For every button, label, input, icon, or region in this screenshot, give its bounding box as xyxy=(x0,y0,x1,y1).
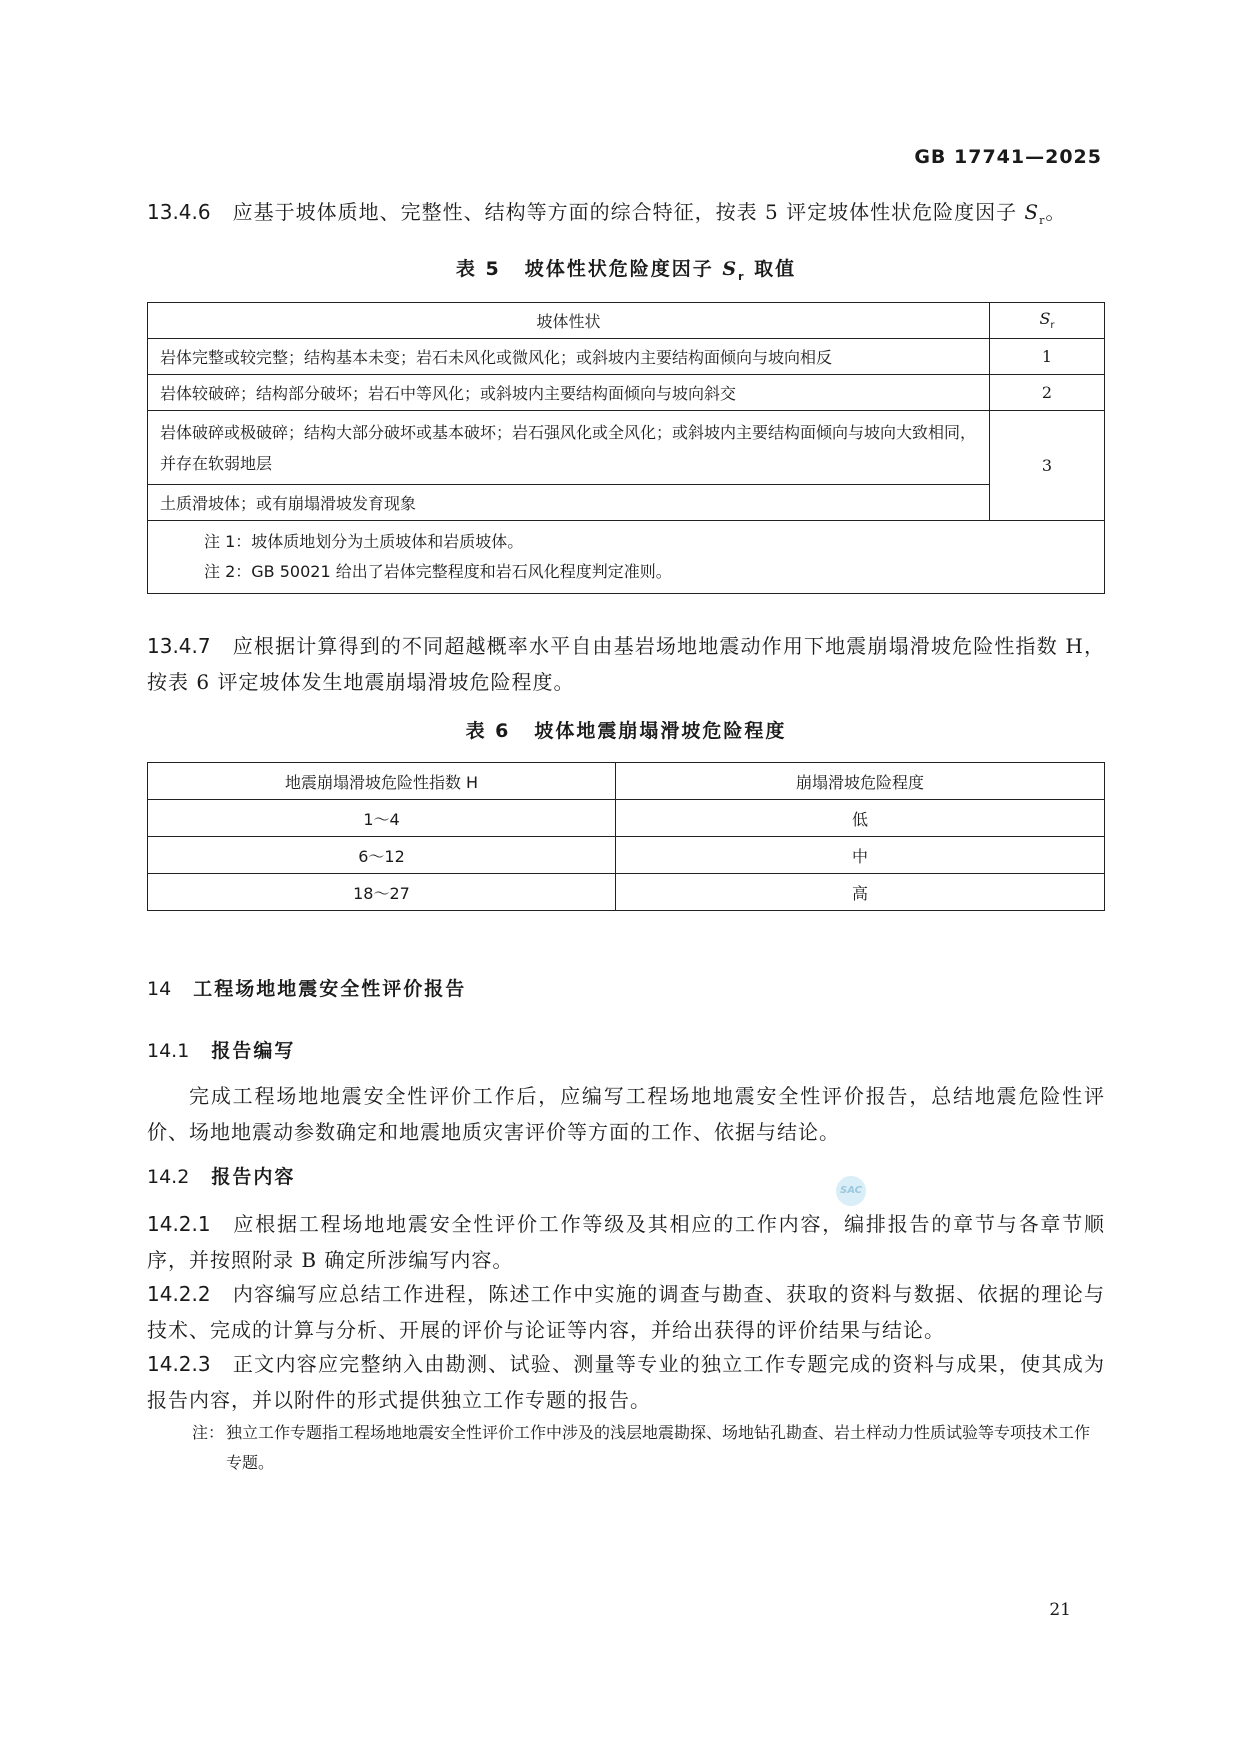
table5-notes xyxy=(148,521,1105,594)
table-row xyxy=(148,375,1105,411)
table5-header-desc: 坡体性状 xyxy=(148,303,990,339)
clause-13-4-6 xyxy=(147,194,1105,239)
table5-note-2: 注 2：GB 50021 给出了岩体完整程度和岩石风化程度判定准则。 xyxy=(204,562,672,581)
sr-sub: r xyxy=(1050,320,1055,332)
clause-number: 14.2.2 xyxy=(147,1282,211,1306)
table5 xyxy=(147,302,1105,594)
index-cell: 18～27 xyxy=(148,874,616,911)
table6 xyxy=(147,762,1105,911)
symbol-s: S xyxy=(1024,200,1040,224)
clause-14-2-1 xyxy=(147,1206,1105,1278)
table6-label: 表 6 xyxy=(465,720,511,742)
table5-title-suffix: 取值 xyxy=(745,258,797,280)
clause-14-2-3 xyxy=(147,1346,1105,1418)
page-number: 21 xyxy=(1049,1600,1071,1620)
table6-caption xyxy=(147,716,1105,743)
row-value: 1 xyxy=(990,339,1105,375)
index-cell: 6～12 xyxy=(148,837,616,874)
row-value: 2 xyxy=(990,375,1105,411)
section-number: 14 xyxy=(147,978,172,1000)
section-number: 14.1 xyxy=(147,1040,190,1062)
table5-title-sub: r xyxy=(738,269,746,283)
symbol-sub: r xyxy=(1039,214,1046,227)
section-14-2-heading xyxy=(147,1162,295,1189)
row-desc: 岩体较破碎；结构部分破坏；岩石中等风化；或斜坡内主要结构面倾向与坡向斜交 xyxy=(148,375,990,411)
clause-text: 应根据计算得到的不同超越概率水平自由基岩场地地震动作用下地震崩塌滑坡危险性指数 H，按表 6 评定坡体发生地震崩塌滑坡危险程度。 xyxy=(147,634,1105,694)
bottom-note xyxy=(192,1418,1105,1478)
clause-13-4-7 xyxy=(147,628,1105,700)
table5-title: 坡体性状危险度因子 xyxy=(524,258,723,280)
row-desc: 土质滑坡体；或有崩塌滑坡发育现象 xyxy=(148,485,990,521)
clause-number: 13.4.6 xyxy=(147,200,211,224)
clause-number: 13.4.7 xyxy=(147,634,211,658)
row-desc: 岩体完整或较完整；结构基本未变；岩石未风化或微风化；或斜坡内主要结构面倾向与坡向相反 xyxy=(148,339,990,375)
clause-text: 应根据工程场地地震安全性评价工作等级及其相应的工作内容，编排报告的章节与各章节顺序，并按照附录 B 确定所涉编写内容。 xyxy=(147,1212,1105,1272)
clause-text: 内容编写应总结工作进程，陈述工作中实施的调查与勘查、获取的资料与数据、依据的理论与技术、完成的计算与分析、开展的评价与论证等内容，并给出获得的评价结果与结论。 xyxy=(147,1282,1105,1342)
table6-header-index: 地震崩塌滑坡危险性指数 H xyxy=(148,763,616,800)
notes-cell xyxy=(148,521,1105,594)
section-title: 工程场地地震安全性评价报告 xyxy=(193,978,467,1000)
index-cell: 1～4 xyxy=(148,800,616,837)
table5-title-symbol: S xyxy=(722,258,739,280)
table-row xyxy=(148,837,1105,874)
table-row xyxy=(148,411,1105,485)
section-14-heading xyxy=(147,974,466,1001)
clause-text: 正文内容应完整纳入由勘测、试验、测量等专业的独立工作专题完成的资料与成果，使其成为报告内容，并以附件的形式提供独立工作专题的报告。 xyxy=(147,1352,1105,1412)
table5-note-1: 注 1：坡体质地划分为土质坡体和岩质坡体。 xyxy=(204,532,524,551)
level-cell: 高 xyxy=(616,874,1105,911)
table-row xyxy=(148,800,1105,837)
table6-title: 坡体地震崩塌滑坡危险程度 xyxy=(534,720,787,742)
section-14-1-text: 完成工程场地地震安全性评价工作后，应编写工程场地地震安全性评价报告，总结地震危险性评价、场地地震动参数确定和地震地质灾害评价等方面的工作、依据与结论。 xyxy=(147,1084,1105,1144)
sr-symbol: S xyxy=(1039,309,1051,329)
note-text: 独立工作专题指工程场地地震安全性评价工作中涉及的浅层地震勘探、场地钻孔勘查、岩土样动力性质试验等专项技术工作专题。 xyxy=(226,1423,1091,1472)
sac-watermark: SAC xyxy=(836,1176,866,1206)
table5-label: 表 5 xyxy=(455,258,501,280)
table6-header-level: 崩塌滑坡危险程度 xyxy=(616,763,1105,800)
clause-text: 应基于坡体质地、完整性、结构等方面的综合特征，按表 5 评定坡体性状危险度因子 xyxy=(232,200,1025,224)
table-row xyxy=(148,339,1105,375)
section-number: 14.2 xyxy=(147,1166,190,1188)
table5-caption xyxy=(147,254,1105,283)
section-title: 报告内容 xyxy=(211,1166,296,1188)
level-cell: 中 xyxy=(616,837,1105,874)
row-value: 3 xyxy=(990,411,1105,521)
standard-code: GB 17741—2025 xyxy=(914,146,1102,168)
section-title: 报告编写 xyxy=(211,1040,296,1062)
table5-header-sr xyxy=(990,303,1105,339)
table-row xyxy=(148,485,1105,521)
level-cell: 低 xyxy=(616,800,1105,837)
clause-text-end: 。 xyxy=(1045,200,1067,224)
table-row xyxy=(148,874,1105,911)
clause-number: 14.2.1 xyxy=(147,1212,211,1236)
clause-14-2-2 xyxy=(147,1276,1105,1348)
section-14-1-heading xyxy=(147,1036,295,1063)
row-desc: 岩体破碎或极破碎；结构大部分破坏或基本破坏；岩石强风化或全风化；或斜坡内主要结构面倾向与坡向大致相同，并存在软弱地层 xyxy=(148,411,990,485)
note-label: 注： xyxy=(192,1423,225,1442)
clause-number: 14.2.3 xyxy=(147,1352,211,1376)
